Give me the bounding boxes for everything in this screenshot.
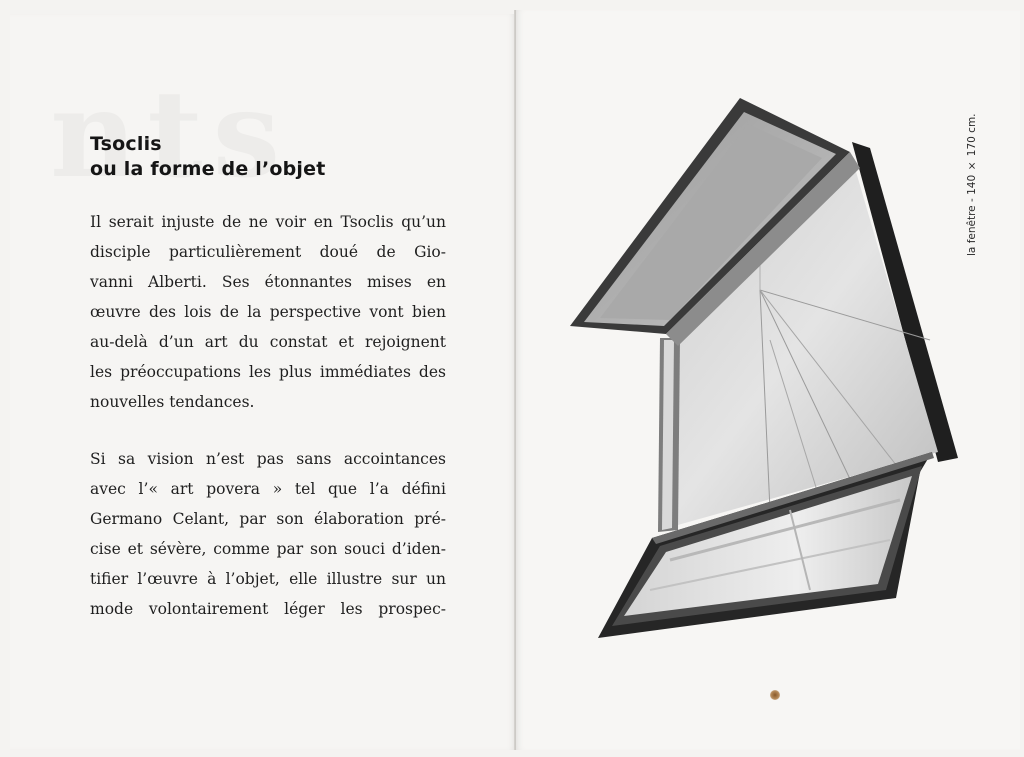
text-line: au-delà d’un art du constat et rejoignent bbox=[90, 333, 446, 351]
window-sculpture-image bbox=[560, 90, 970, 650]
paragraph-1 bbox=[90, 207, 446, 417]
text-line: mode volontairement léger les prospec- bbox=[90, 600, 446, 618]
title-line: Tsoclis bbox=[90, 133, 162, 155]
text-line: Germano Celant, par son élaboration pré- bbox=[90, 510, 446, 528]
text-line: Il serait injuste de ne voir en Tsoclis qu’un bbox=[90, 213, 446, 231]
text-line: tifier l’œuvre à l’objet, elle illustre sur un bbox=[90, 570, 446, 588]
text-line: avec l’« art povera » tel que l’a défini bbox=[90, 480, 446, 498]
text-line: Si sa vision n’est pas sans accointances bbox=[90, 450, 446, 468]
text-line: disciple particulièrement doué de Gio- bbox=[90, 243, 446, 261]
paper-stain bbox=[770, 690, 780, 700]
paragraph-2 bbox=[90, 444, 446, 624]
artwork-caption: la fenêtre - 140 × 170 cm. bbox=[966, 113, 978, 256]
text-line: cise et sévère, comme par son souci d’iden- bbox=[90, 540, 446, 558]
text-line: les préoccupations les plus immédiates des bbox=[90, 363, 446, 381]
text-line: vanni Alberti. Ses étonnantes mises en bbox=[90, 273, 446, 291]
text-line: nouvelles tendances. bbox=[90, 393, 255, 411]
text-line: œuvre des lois de la perspective vont bien bbox=[90, 303, 446, 321]
article-title bbox=[90, 132, 326, 182]
title-line: ou la forme de l’objet bbox=[90, 158, 326, 180]
